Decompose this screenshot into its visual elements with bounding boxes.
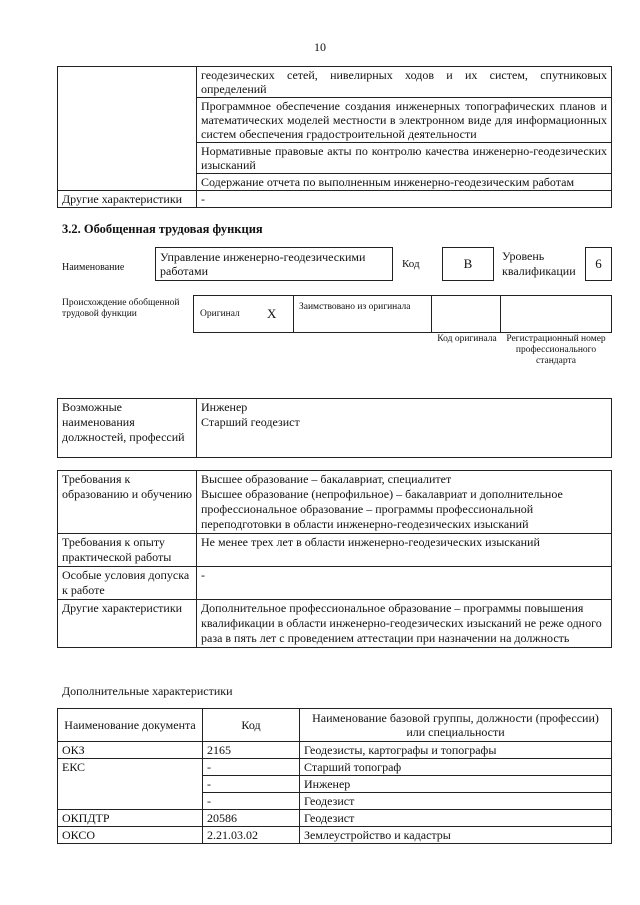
cell-code: 2165: [203, 742, 300, 759]
row-value: Содержание отчета по выполненным инженерно-геодезическим работам: [197, 174, 612, 191]
function-name-box: Управление инженерно-геодезическими работами: [155, 247, 393, 281]
level-box: 6: [585, 247, 612, 281]
requirement-value: Не менее трех лет в области инженерно-геодезических изысканий: [197, 534, 612, 567]
origin-code-box: [431, 295, 501, 333]
requirement-line: Высшее образование (непрофильное) – бакалавриат и дополнительное профессиональное образование – программы профессиональной переподготовки в области инженерно-геодезических изысканий: [201, 487, 563, 531]
cell-name: Геодезист: [300, 810, 612, 827]
col-header-code: Код: [203, 709, 300, 742]
cell-doc: ОКПДТР: [58, 810, 203, 827]
requirement-label: Требования к образованию и обучению: [58, 471, 197, 534]
knowledge-table: [57, 66, 612, 208]
row-value: Нормативные правовые акты по контролю качества инженерно-геодезических изысканий: [197, 143, 612, 174]
cell-code: 20586: [203, 810, 300, 827]
original-label: Оригинал: [200, 309, 240, 319]
table-row: [58, 191, 612, 208]
origin-label: Происхождение обобщенной трудовой функции: [62, 298, 180, 319]
row-label: [58, 143, 197, 174]
function-code-box: B: [442, 247, 494, 281]
positions-values: [197, 399, 612, 458]
cell-code: 2.21.03.02: [203, 827, 300, 844]
positions-table: [57, 398, 612, 458]
row-value: геодезических сетей, нивелирных ходов и их систем, спутниковых определений: [197, 67, 612, 98]
col-header-document: Наименование документа: [58, 709, 203, 742]
reg-number-box: [500, 295, 612, 333]
table-row: [58, 827, 612, 844]
row-label: [58, 98, 197, 143]
table-row: [58, 793, 612, 810]
requirement-value: -: [197, 567, 612, 600]
additional-title: Дополнительные характеристики: [62, 684, 233, 698]
table-row: [58, 567, 612, 600]
row-value: -: [197, 191, 612, 208]
reg-number-caption: Регистрационный номер профессионального стандарта: [506, 334, 606, 366]
col-header-name: Наименование базовой группы, должности (профессии) или специальности: [300, 709, 612, 742]
requirements-table: [57, 470, 612, 648]
name-label: Наименование: [62, 262, 125, 273]
table-row: [58, 534, 612, 567]
row-value: Программное обеспечение создания инженерных топографических планов и математических моделей местности в электронном виде для информационных систем обеспечения градостроительной деятельности: [197, 98, 612, 143]
requirement-line: Высшее образование – бакалавриат, специалитет: [201, 472, 452, 486]
position-item: Инженер: [201, 400, 248, 414]
cell-doc: [58, 776, 203, 793]
original-mark: X: [267, 306, 277, 321]
table-row: [58, 759, 612, 776]
requirement-value: Дополнительное профессиональное образование – программы повышения квалификации в области инженерно-геодезических изысканий не реже одного раза в пять лет с проведением аттестации при назначении на должность: [197, 600, 612, 648]
cell-code: -: [203, 793, 300, 810]
table-row: [58, 143, 612, 174]
cell-code: -: [203, 776, 300, 793]
table-row: [58, 98, 612, 143]
section-title: 3.2. Обобщенная трудовая функция: [62, 222, 263, 236]
borrowed-label: Заимствовано из оригинала: [299, 302, 411, 312]
position-item: Старший геодезист: [201, 415, 300, 429]
row-label: [58, 174, 197, 191]
requirement-label: Особые условия допуска к работе: [58, 567, 197, 600]
table-row: [58, 600, 612, 648]
table-row: [58, 471, 612, 534]
cell-name: Старший топограф: [300, 759, 612, 776]
table-row: [58, 174, 612, 191]
page-number: 10: [314, 40, 326, 54]
requirement-label: Требования к опыту практической работы: [58, 534, 197, 567]
cell-doc: [58, 793, 203, 810]
cell-doc: ОКЗ: [58, 742, 203, 759]
original-box: [193, 295, 294, 333]
borrowed-box: [293, 295, 432, 333]
row-label: [58, 67, 197, 98]
cell-name: Геодезисты, картографы и топографы: [300, 742, 612, 759]
table-row: [58, 776, 612, 793]
additional-table: [57, 708, 612, 844]
table-row: [58, 67, 612, 98]
table-row: [58, 399, 612, 458]
cell-doc: ОКСО: [58, 827, 203, 844]
cell-code: -: [203, 759, 300, 776]
row-label: Другие характеристики: [58, 191, 197, 208]
requirement-value: [197, 471, 612, 534]
table-row: [58, 742, 612, 759]
positions-label: Возможные наименования должностей, профессий: [58, 399, 197, 458]
cell-name: Инженер: [300, 776, 612, 793]
level-label: Уровень квалификации: [502, 249, 576, 278]
code-label: Код: [402, 258, 420, 270]
origin-code-caption: Код оригинала: [437, 334, 497, 344]
cell-name: Геодезист: [300, 793, 612, 810]
requirement-label: Другие характеристики: [58, 600, 197, 648]
table-header-row: [58, 709, 612, 742]
cell-doc: ЕКС: [58, 759, 203, 776]
table-row: [58, 810, 612, 827]
cell-name: Землеустройство и кадастры: [300, 827, 612, 844]
